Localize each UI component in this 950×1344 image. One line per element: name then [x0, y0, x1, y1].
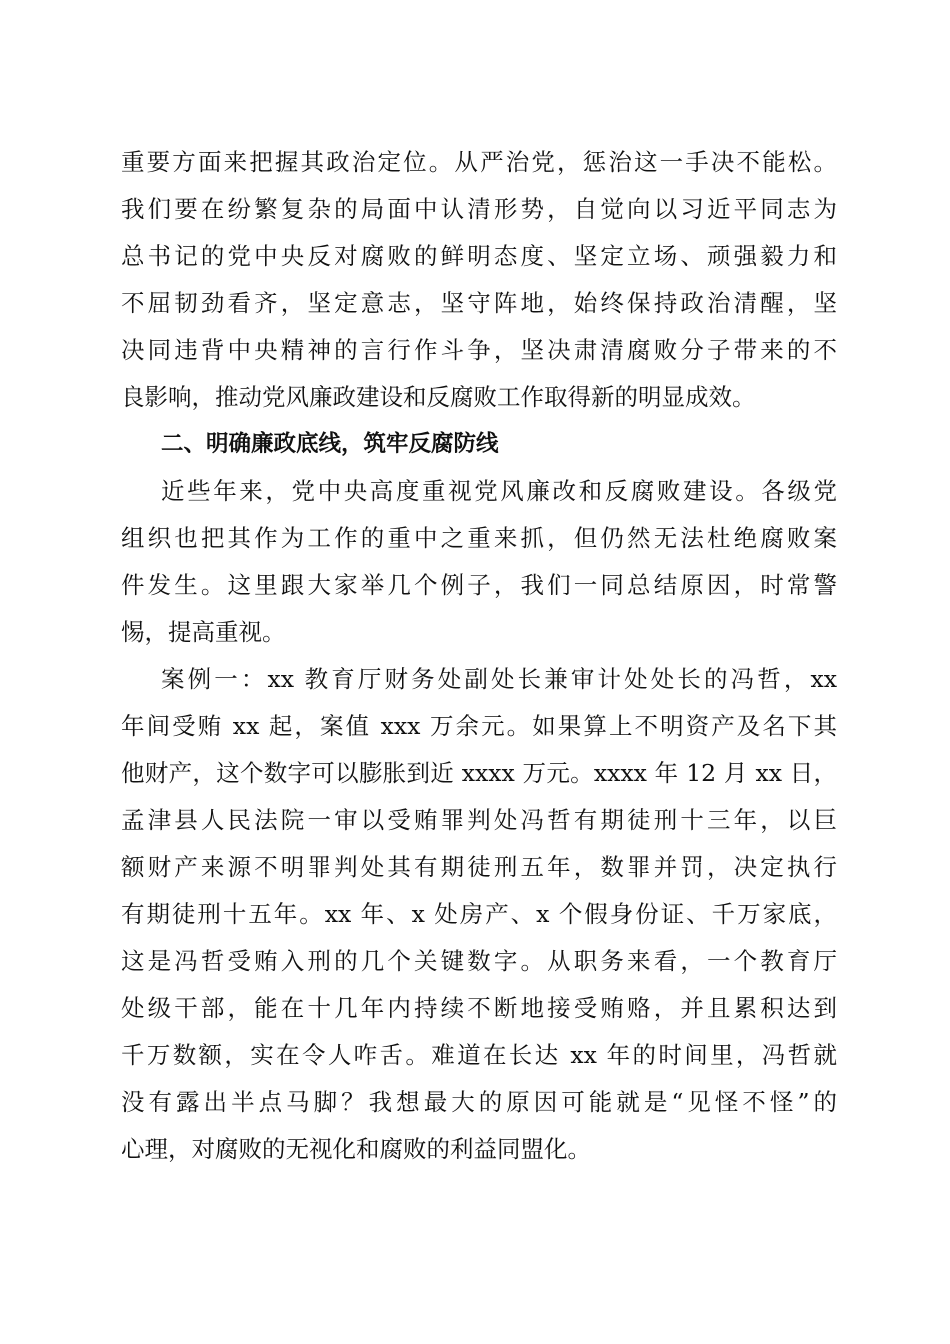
text-line: 年间受贿 xx 起，案值 xxx 万余元。如果算上不明资产及名下其: [121, 712, 837, 740]
paragraph-3: [121, 656, 837, 1173]
text-line: 额财产来源不明罪判处其有期徒刑五年，数罪并罚，决定执行: [121, 853, 837, 881]
text-line: 千万数额，实在令人咋舌。难道在长达 xx 年的时间里，冯哲就: [121, 1041, 837, 1069]
text-line: 组织也把其作为工作的重中之重来抓，但仍然无法杜绝腐败案: [121, 524, 837, 552]
text-line: 不屈韧劲看齐，坚定意志，坚守阵地，始终保持政治清醒，坚: [121, 289, 837, 317]
text-line: 这是冯哲受贿入刑的几个关键数字。从职务来看，一个教育厅: [121, 947, 837, 975]
text-line: 惕，提高重视。: [121, 618, 286, 646]
section-heading-2: 二、明确廉政底线，筑牢反腐防线: [161, 431, 499, 457]
text-line: 孟津县人民法院一审以受贿罪判处冯哲有期徒刑十三年，以巨: [121, 806, 837, 834]
text-line: 决同违背中央精神的言行作斗争，坚决肃清腐败分子带来的不: [121, 336, 837, 364]
text-line: 我们要在纷繁复杂的局面中认清形势，自觉向以习近平同志为: [121, 195, 837, 223]
text-line: 近些年来，党中央高度重视党风廉改和反腐败建设。各级党: [161, 477, 837, 505]
text-line: 案例一：xx 教育厅财务处副处长兼审计处处长的冯哲，xx: [161, 665, 837, 693]
text-line: 重要方面来把握其政治定位。从严治党，惩治这一手决不能松。: [121, 148, 837, 176]
text-line: 心理，对腐败的无视化和腐败的利益同盟化。: [121, 1135, 591, 1163]
text-line: 有期徒刑十五年。xx 年、x 处房产、x 个假身份证、千万家底，: [121, 900, 837, 928]
paragraph-2: [121, 468, 837, 656]
text-line: 总书记的党中央反对腐败的鲜明态度、坚定立场、顽强毅力和: [121, 242, 837, 270]
text-line: 件发生。这里跟大家举几个例子，我们一同总结原因，时常警: [121, 571, 837, 599]
text-line: 他财产，这个数字可以膨胀到近 xxxx 万元。xxxx 年 12 月 xx 日，: [121, 759, 837, 787]
text-line: 处级干部，能在十几年内持续不断地接受贿赂，并且累积达到: [121, 994, 837, 1022]
paragraph-1: [121, 139, 837, 421]
document-body: [121, 139, 837, 1173]
text-line: 良影响，推动党风廉政建设和反腐败工作取得新的明显成效。: [121, 383, 756, 411]
text-line: 没有露出半点马脚？我想最大的原因可能就是“见怪不怪”的: [121, 1088, 837, 1116]
